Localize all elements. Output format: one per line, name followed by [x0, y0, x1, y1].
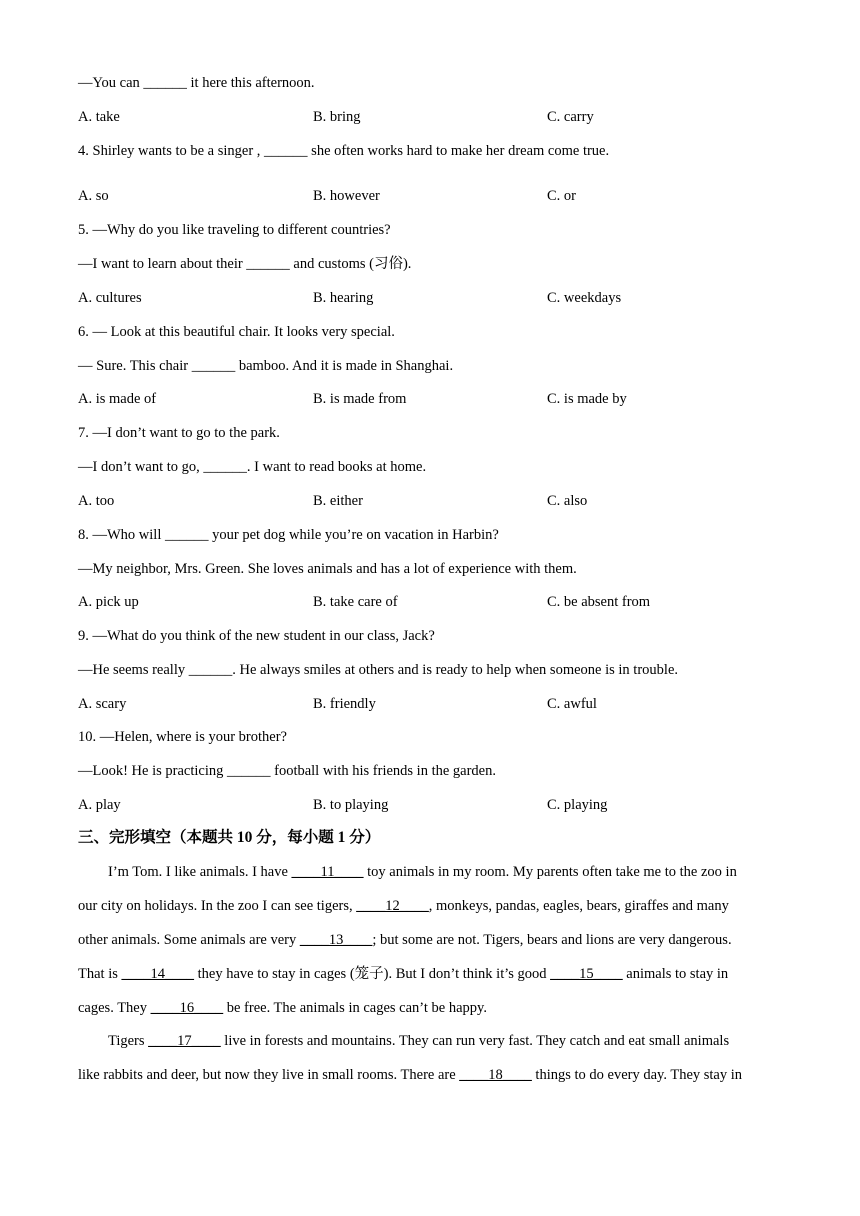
q4-option-c: C. or — [547, 188, 576, 204]
q6-option-c: C. is made by — [547, 391, 627, 407]
q5-stem: 5. —Why do you like traveling to different countries? — [78, 222, 391, 238]
q5-option-c: C. weekdays — [547, 290, 622, 306]
q6-option-b: B. is made from — [313, 391, 407, 407]
q10-option-a: A. play — [78, 797, 121, 813]
blank-14: ____14____ — [121, 966, 194, 982]
passage-line-5 — [78, 999, 778, 1017]
q3-option-b: B. bring — [313, 109, 361, 125]
q4-option-a: A. so — [78, 188, 109, 204]
q3-answer-line: —You can ______ it here this afternoon. — [78, 75, 315, 91]
section-heading-cloze: 三、完形填空（本题共 10 分，每小题 1 分） — [78, 829, 381, 846]
q8-option-a: A. pick up — [78, 594, 139, 610]
q9-stem: 9. —What do you think of the new student in our class, Jack? — [78, 628, 435, 644]
q3-option-c: C. carry — [547, 109, 594, 125]
q10-option-b: B. to playing — [313, 797, 389, 813]
q7-option-a: A. too — [78, 493, 115, 509]
q9-answer-line: —He seems really ______. He always smiles at others and is ready to help when someone is in trouble. — [78, 662, 679, 678]
q10-answer-line: —Look! He is practicing ______ football with his friends in the garden. — [78, 763, 496, 779]
q8-stem: 8. —Who will ______ your pet dog while you’re on vacation in Harbin? — [78, 527, 499, 543]
passage-text: be free. The animals in cages can’t be happy. — [223, 1000, 487, 1016]
passage-text: Tigers — [108, 1033, 149, 1049]
q9-option-a: A. scary — [78, 696, 127, 712]
passage-text: they have to stay in cages (笼子). But I don’t think it’s good — [194, 966, 551, 982]
q8-option-c: C. be absent from — [547, 594, 651, 610]
q7-option-b: B. either — [313, 493, 363, 509]
passage-line-4 — [78, 965, 778, 983]
blank-18: ____18____ — [459, 1067, 532, 1083]
blank-15: ____15____ — [550, 966, 623, 982]
q5-answer-line: —I want to learn about their ______ and customs (习俗). — [78, 256, 412, 272]
passage-text: live in forests and mountains. They can run very fast. They catch and eat small animals — [220, 1033, 730, 1049]
passage-text: ; but some are not. Tigers, bears and lions are very dangerous. — [372, 932, 732, 948]
q6-answer-line: — Sure. This chair ______ bamboo. And it is made in Shanghai. — [78, 358, 454, 374]
blank-17: ____17____ — [148, 1033, 221, 1049]
blank-12: ____12____ — [356, 898, 429, 914]
q7-option-c: C. also — [547, 493, 588, 509]
q6-stem: 6. — Look at this beautiful chair. It looks very special. — [78, 324, 395, 340]
q10-option-c: C. playing — [547, 797, 608, 813]
passage-text: our city on holidays. In the zoo I can see tigers, — [78, 898, 357, 914]
q9-option-c: C. awful — [547, 696, 597, 712]
blank-16: ____16____ — [150, 1000, 224, 1016]
q7-stem: 7. —I don’t want to go to the park. — [78, 425, 280, 441]
passage-text: cages. They — [78, 1000, 151, 1016]
passage-line-6 — [78, 1032, 808, 1050]
passage-line-1 — [78, 863, 808, 881]
passage-text: toy animals in my room. My parents often take me to the zoo in — [363, 864, 737, 880]
passage-text: , monkeys, pandas, eagles, bears, giraffes and many — [428, 898, 729, 914]
q8-option-b: B. take care of — [313, 594, 398, 610]
passage-line-3 — [78, 931, 778, 949]
q10-stem: 10. —Helen, where is your brother? — [78, 729, 287, 745]
passage-text: That is — [78, 966, 122, 982]
passage-text: animals to stay in — [622, 966, 729, 982]
passage-text: other animals. Some animals are very — [78, 932, 300, 948]
q3-option-a: A. take — [78, 109, 120, 125]
blank-13: ____13____ — [299, 932, 373, 948]
q7-answer-line: —I don’t want to go, ______. I want to read books at home. — [78, 459, 427, 475]
q9-option-b: B. friendly — [313, 696, 376, 712]
passage-line-7 — [78, 1066, 778, 1084]
q5-option-b: B. hearing — [313, 290, 374, 306]
q4-stem: 4. Shirley wants to be a singer , ______ she often works hard to make her dream come true. — [78, 143, 610, 159]
q8-answer-line: —My neighbor, Mrs. Green. She loves animals and has a lot of experience with them. — [78, 561, 577, 577]
passage-text: I’m Tom. I like animals. I have — [108, 864, 292, 880]
passage-text: like rabbits and deer, but now they live in small rooms. There are — [78, 1067, 460, 1083]
passage-text: things to do every day. They stay in — [531, 1067, 743, 1083]
passage-line-2 — [78, 897, 778, 915]
q5-option-a: A. cultures — [78, 290, 142, 306]
blank-11: ____11____ — [291, 864, 364, 880]
q6-option-a: A. is made of — [78, 391, 157, 407]
q4-option-b: B. however — [313, 188, 380, 204]
